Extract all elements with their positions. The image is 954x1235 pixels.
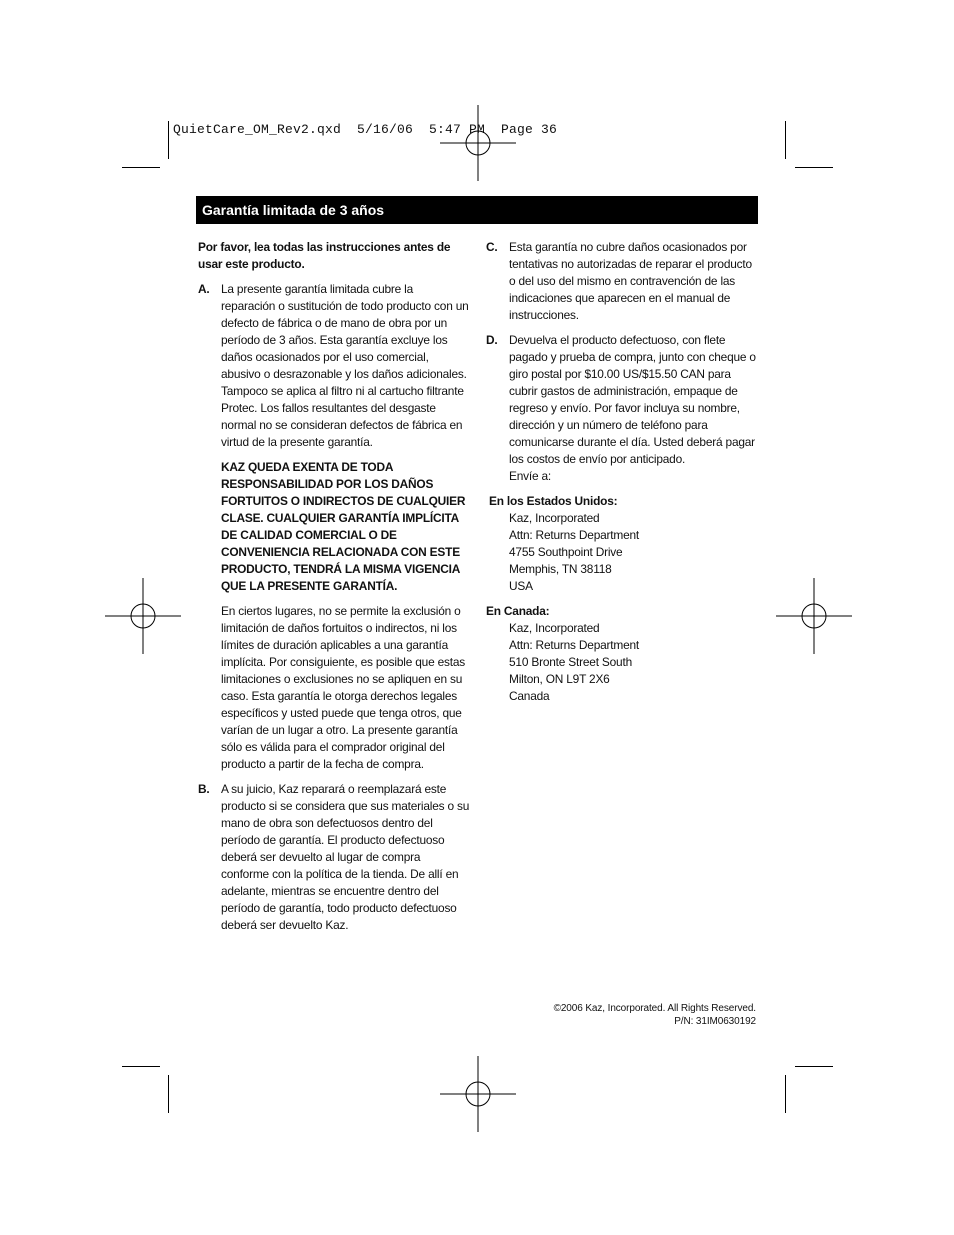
canada-address-line: 510 Bronte Street South <box>509 655 632 669</box>
clause-d <box>486 332 758 485</box>
section-title: Garantía limitada de 3 años <box>202 202 385 218</box>
clause-d-send-to: Envíe a: <box>509 469 552 483</box>
registration-mark-left-icon <box>105 578 181 654</box>
clause-b-text: A su juicio, Kaz reparará o reemplazará este producto si se considera que sus materiales o su mano de obra son defectuosos dentro del período de garantía. El producto defectuoso deberá ser devuelto al lugar de compra conforme con la política de la tienda. De allí en adelante, mientras se encuentre dentro del período de garantía, todo producto defectuoso deberá ser devuelto Kaz. <box>221 782 470 932</box>
clause-a-disclaimer: KAZ QUEDA EXENTA DE TODA RESPONSABILIDAD POR LOS DAÑOS FORTUITOS O INDIRECTOS DE CUALQUIER CLASE. CUALQUIER GARANTÍA IMPLÍCITA DE CALIDAD COMERCIAL O DE CONVENIENCIA RELACIONADA CON ESTE PRODUCTO, TENDRÁ LA MISMA VIGENCIA QUE LA PRESENTE GARANTÍA. <box>221 460 466 593</box>
crop-mark-top-left-vertical <box>168 121 169 159</box>
part-number: P/N: 31IM0630192 <box>674 1016 756 1027</box>
crop-mark-bottom-right-vertical <box>785 1075 786 1113</box>
crop-mark-top-left-horizontal <box>122 167 160 168</box>
canada-address-line: Milton, ON L9T 2X6 <box>509 672 610 686</box>
us-address-line: USA <box>509 579 533 593</box>
clause-c-letter: C. <box>486 240 498 254</box>
clause-b <box>198 781 470 934</box>
canada-address-line: Canada <box>509 689 550 703</box>
registration-mark-right-icon <box>776 578 852 654</box>
us-address-line: Memphis, TN 38118 <box>509 562 612 576</box>
canada-address <box>486 620 758 705</box>
section-title-bar <box>196 196 758 224</box>
right-column <box>486 239 758 705</box>
clause-a-text: La presente garantía limitada cubre la reparación o sustitución de todo producto con un defecto de fábrica o de mano de obra por un período de 3 años. Esta garantía excluye los daños ocasionados por el uso comercial, abusivo o desrazonable y los daños adicionales. Tampoco se aplica al filtro ni al cartucho filtrante Protec. Los fallos resultantes del desgaste normal no se consideran defectos de fábrica en virtud de la presente garantía. <box>221 282 469 449</box>
crop-mark-top-right-vertical <box>785 121 786 159</box>
canada-address-line: Attn: Returns Department <box>509 638 640 652</box>
crop-mark-bottom-left-vertical <box>168 1075 169 1113</box>
clause-a-extra: En ciertos lugares, no se permite la exclusión o limitación de daños fortuitos o indirectos, ni los límites de duración aplicables a una garantía implícita. Por consiguiente, es posible que estas limitaciones o exclusiones no se apliquen en su caso. Esta garantía le otorga derechos legales específicos y usted puede que tenga otros, que varían de un lugar a otro. La presente garantía sólo es válida para el comprador original del producto a partir de la fecha de compra. <box>221 604 466 771</box>
left-column <box>198 239 470 934</box>
clause-b-letter: B. <box>198 782 210 796</box>
crop-mark-top-right-horizontal <box>795 167 833 168</box>
us-address <box>486 510 758 595</box>
us-address-line: 4755 Southpoint Drive <box>509 545 623 559</box>
clause-d-letter: D. <box>486 333 498 347</box>
print-slug: QuietCare_OM_Rev2.qxd 5/16/06 5:47 PM Page 36 <box>173 122 558 137</box>
crop-mark-bottom-left-horizontal <box>122 1066 160 1067</box>
clause-c <box>486 239 758 324</box>
clause-c-text: Esta garantía no cubre daños ocasionados por tentativas no autorizadas de reparar el producto o del uso del mismo en contravención de las indicaciones que aparecen en el manual de instrucciones. <box>509 240 752 322</box>
registration-mark-bottom-icon <box>440 1056 516 1132</box>
clause-a <box>198 281 470 773</box>
canada-address-heading: En Canada: <box>486 604 550 618</box>
registration-mark-top-icon <box>440 105 516 181</box>
crop-mark-bottom-right-horizontal <box>795 1066 833 1067</box>
clause-d-text: Devuelva el producto defectuoso, con flete pagado y prueba de compra, junto con cheque o giro postal por $10.00 US/$15.50 CAN para cubrir gastos de administración, empaque de regreso y envío. Por favor incluya su nombre, dirección y un número de teléfono para comunicarse durante el día. Usted deberá pagar los costos de envío por anticipado. <box>509 333 756 466</box>
us-address-line: Attn: Returns Department <box>509 528 640 542</box>
canada-address-line: Kaz, Incorporated <box>509 621 600 635</box>
intro-text: Por favor, lea todas las instrucciones antes de usar este producto. <box>198 240 451 271</box>
us-address-line: Kaz, Incorporated <box>509 511 600 525</box>
footer <box>554 1002 756 1028</box>
us-address-heading: En los Estados Unidos: <box>489 494 618 508</box>
copyright-text: ©2006 Kaz, Incorporated. All Rights Reserved. <box>553 1003 756 1014</box>
clause-a-letter: A. <box>198 282 210 296</box>
